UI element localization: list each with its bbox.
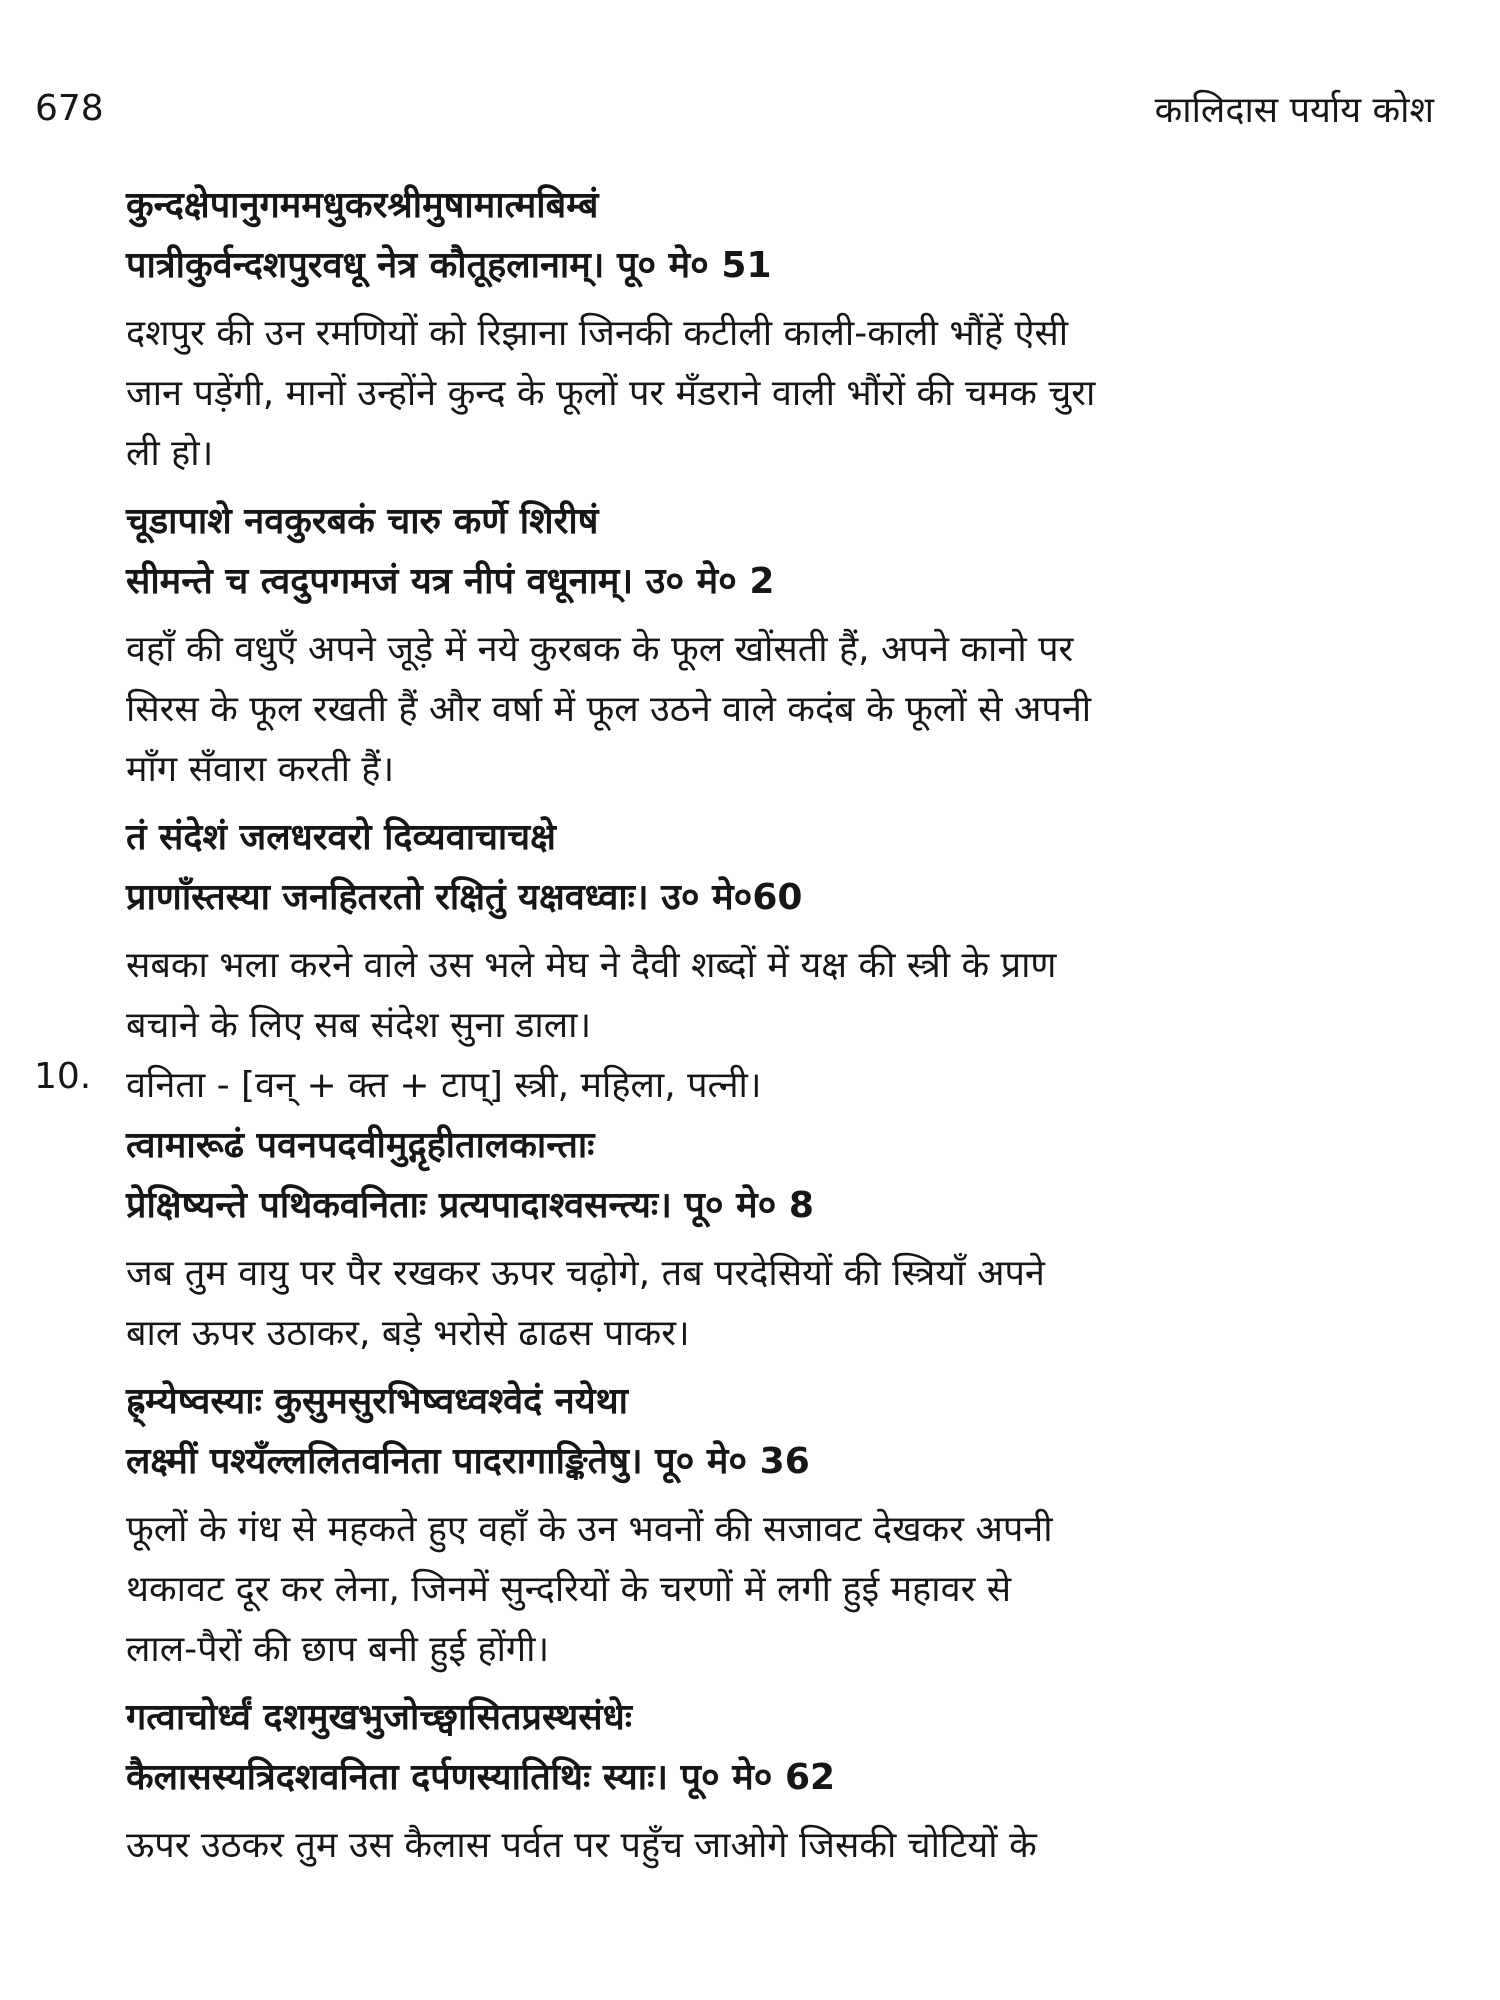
verse-block (126, 1116, 1446, 1236)
entry-headword-line: वनिता - [वन् + क्त + टाप्] स्त्री, महिला, पत्नी। (126, 1065, 762, 1106)
translation-line: थकावट दूर कर लेना, जिनमें सुन्दरियों के चरणों में लगी हुई महावर से (126, 1569, 1012, 1610)
verse-line: पात्रीकुर्वन्दशपुरवधू नेत्र कौतूहलानाम्। पू० मे० 51 (126, 245, 772, 286)
translation-block (126, 936, 1446, 1056)
translation-block (126, 620, 1446, 800)
translation-line: जब तुम वायु पर पैर रखकर ऊपर चढ़ोगे, तब परदेसियों की स्त्रियाँ अपने (126, 1253, 1045, 1294)
verse-block (126, 176, 1446, 296)
entry-number: 10. (34, 1056, 92, 1097)
running-title: कालिदास पर्याय कोश (1154, 90, 1434, 131)
translation-line: ली हो। (126, 433, 214, 474)
verse-line: कुन्दक्षेपानुगममधुकरश्रीमुषामात्मबिम्बं (126, 185, 599, 226)
translation-line: ऊपर उठकर तुम उस कैलास पर्वत पर पहुँच जाओगे जिसकी चोटियों के (126, 1825, 1037, 1866)
verse-line: प्रेक्षिष्यन्ते पथिकवनिताः प्रत्यपादाश्वसन्त्यः। पू० मे० 8 (126, 1185, 814, 1226)
page-header (0, 88, 1500, 148)
translation-line: लाल-पैरों की छाप बनी हुई होंगी। (126, 1629, 550, 1670)
translation-block (126, 304, 1446, 484)
verse-line: लक्ष्मीं पश्यँल्ललितवनिता पादरागाङ्कितेषु। पू० मे० 36 (126, 1441, 810, 1482)
translation-line: माँग सँवारा करती हैं। (126, 749, 395, 790)
verse-line: तं संदेशं जलधरवरो दिव्यवाचाचक्षे (126, 817, 556, 858)
verse-line: त्वामारूढं पवनपदवीमुद्गृहीतालकान्ताः (126, 1125, 595, 1166)
translation-line: सिरस के फूल रखती हैं और वर्षा में फूल उठने वाले कदंब के फूलों से अपनी (126, 689, 1092, 730)
verse-block (126, 1688, 1446, 1808)
verse-block (126, 1372, 1446, 1492)
translation-line: सबका भला करने वाले उस भले मेघ ने दैवी शब्दों में यक्ष की स्त्री के प्राण (126, 945, 1057, 986)
translation-line: फूलों के गंध से महकते हुए वहाँ के उन भवनों की सजावट देखकर अपनी (126, 1509, 1053, 1550)
translation-line: बाल ऊपर उठाकर, बड़े भरोसे ढाढस पाकर। (126, 1313, 690, 1354)
verse-line: ह्र्म्येष्वस्याः कुसुमसुरभिष्वध्वश्वेदं नयेथा (126, 1381, 628, 1422)
verse-line: प्राणाँस्तस्या जनहितरतो रक्षितुं यक्षवध्वाः। उ० मे०60 (126, 877, 803, 918)
translation-block (126, 1244, 1446, 1364)
verse-line: गत्वाचोर्ध्वं दशमुखभुजोच्छ्वासितप्रस्थसंधेः (126, 1697, 632, 1738)
translation-line: वहाँ की वधुएँ अपने जूड़े में नये कुरबक के फूल खोंसती हैं, अपने कानो पर (126, 629, 1074, 670)
verse-line: सीमन्ते च त्वदुपगमजं यत्र नीपं वधूनाम्। उ० मे० 2 (126, 561, 775, 602)
verse-block (126, 808, 1446, 928)
translation-block (126, 1500, 1446, 1680)
verse-line: चूडापाशे नवकुरबकं चारु कर्णे शिरीषं (126, 501, 599, 542)
translation-block (126, 1816, 1446, 1876)
page-body (34, 176, 1446, 1876)
verse-block (126, 492, 1446, 612)
translation-line: दशपुर की उन रमणियों को रिझाना जिनकी कटीली काली-काली भौंहें ऐसी (126, 313, 1069, 354)
page-number: 678 (35, 88, 104, 129)
translation-line: बचाने के लिए सब संदेश सुना डाला। (126, 1005, 592, 1046)
translation-line: जान पड़ेंगी, मानों उन्होंने कुन्द के फूलों पर मँडराने वाली भौंरों की चमक चुरा (126, 373, 1096, 414)
verse-line: कैलासस्यत्रिदशवनिता दर्पणस्यातिथिः स्याः। पू० मे० 62 (126, 1757, 836, 1798)
dictionary-entry (34, 1056, 1446, 1116)
